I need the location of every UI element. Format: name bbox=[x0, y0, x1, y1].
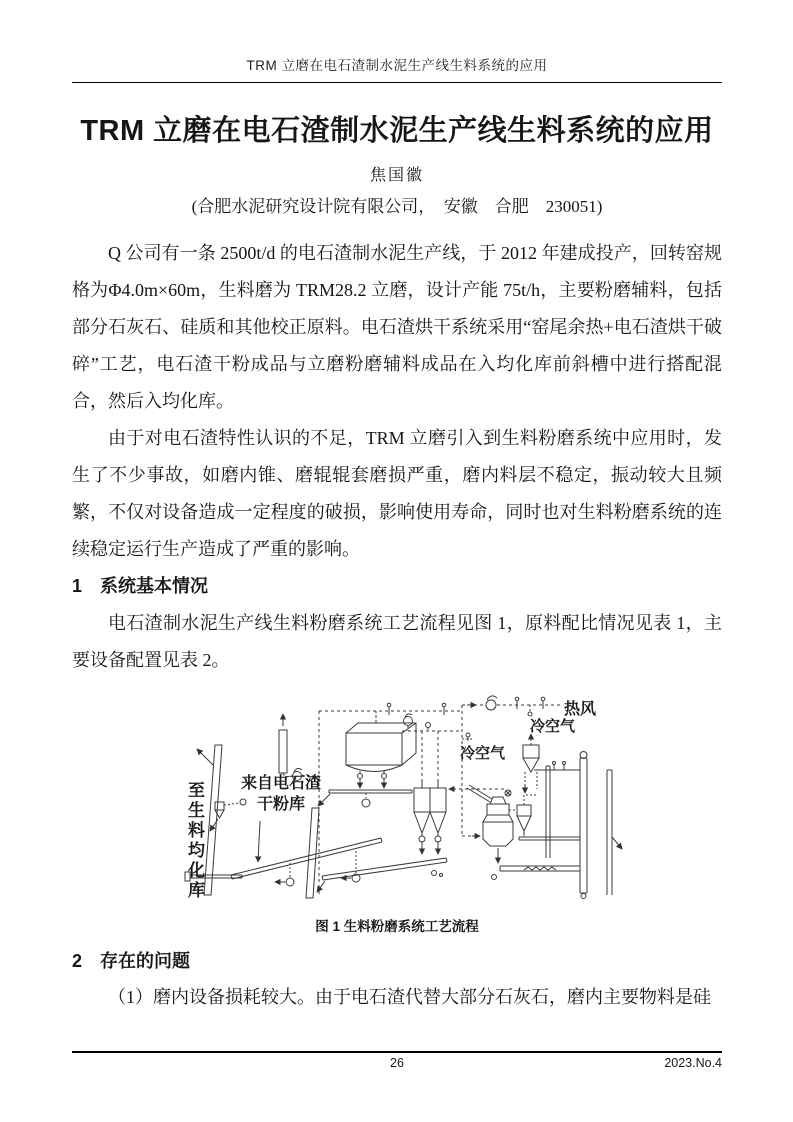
section-2-paragraph: （1）磨内设备损耗较大。由于电石渣代替大部分石灰石，磨内主要物料是硅 bbox=[108, 987, 711, 1007]
figure-1-caption: 图 1 生料粉磨系统工艺流程 bbox=[315, 919, 479, 934]
affiliation: (合肥水泥研究设计院有限公司， 安徽 合肥 230051) bbox=[191, 197, 603, 216]
author-name: 焦国徽 bbox=[369, 167, 424, 184]
article-body bbox=[72, 235, 722, 679]
paragraph-intro-2: 由于对电石渣特性认识的不足，TRM 立磨引入到生料粉磨系统中应用时，发生了不少事故，如磨内锥、磨辊辊套磨损严重，磨内料层不稳定，振动较大且频繁，不仅对设备造成一定程度的破损，影响使用寿命，同时也对生料粉磨系统的连续稳定运行生产造成了严重的影响。 bbox=[72, 428, 722, 559]
label-cold-air-upper: 冷空气 bbox=[530, 718, 576, 735]
issue-label: 2023.No.4 bbox=[664, 1056, 722, 1070]
article-body-2 bbox=[72, 943, 722, 1016]
label-cold-air-lower: 冷空气 bbox=[460, 745, 506, 762]
page-number: 26 bbox=[390, 1056, 404, 1070]
figure-1 bbox=[184, 685, 624, 913]
label-from-slag-powder-silo bbox=[220, 773, 342, 815]
header-rule bbox=[72, 82, 722, 83]
page-footer bbox=[72, 1051, 722, 1073]
section-1-heading: 1 系统基本情况 bbox=[72, 576, 209, 596]
page-content bbox=[72, 0, 722, 1016]
footer-row bbox=[72, 1053, 722, 1073]
label-from-slag-line1: 来自电石渣 bbox=[240, 775, 321, 792]
section-2-heading: 2 存在的问题 bbox=[72, 951, 191, 971]
paragraph-intro-1: Q 公司有一条 2500t/d 的电石渣制水泥生产线，于 2012 年建成投产，回转窑规格为Φ4.0m×60m，生料磨为 TRM28.2 立磨，设计产能 75t/h，主要粉磨辅料，包括部分石灰石、硅质和其他校正原料。电石渣烘干系统采用“窑尾余热+电石渣烘干破碎”工艺，电石渣干粉成品与立磨粉磨辅料成品在入均化库前斜槽中进行搭配混合，然后入均化库。 bbox=[72, 243, 722, 411]
label-from-slag-line2: 干粉库 bbox=[256, 796, 305, 813]
running-head: TRM 立磨在电石渣制水泥生产线生料系统的应用 bbox=[246, 58, 548, 73]
article-title: TRM 立磨在电石渣制水泥生产线生料系统的应用 bbox=[80, 115, 714, 147]
label-to-raw-meal-silo: 至生料均化库 bbox=[185, 781, 204, 901]
section-1-paragraph: 电石渣制水泥生产线生料粉磨系统工艺流程见图 1，原料配比情况见表 1，主要设备配置见表 2。 bbox=[72, 613, 722, 670]
label-hot-air: 热风 bbox=[564, 701, 597, 718]
